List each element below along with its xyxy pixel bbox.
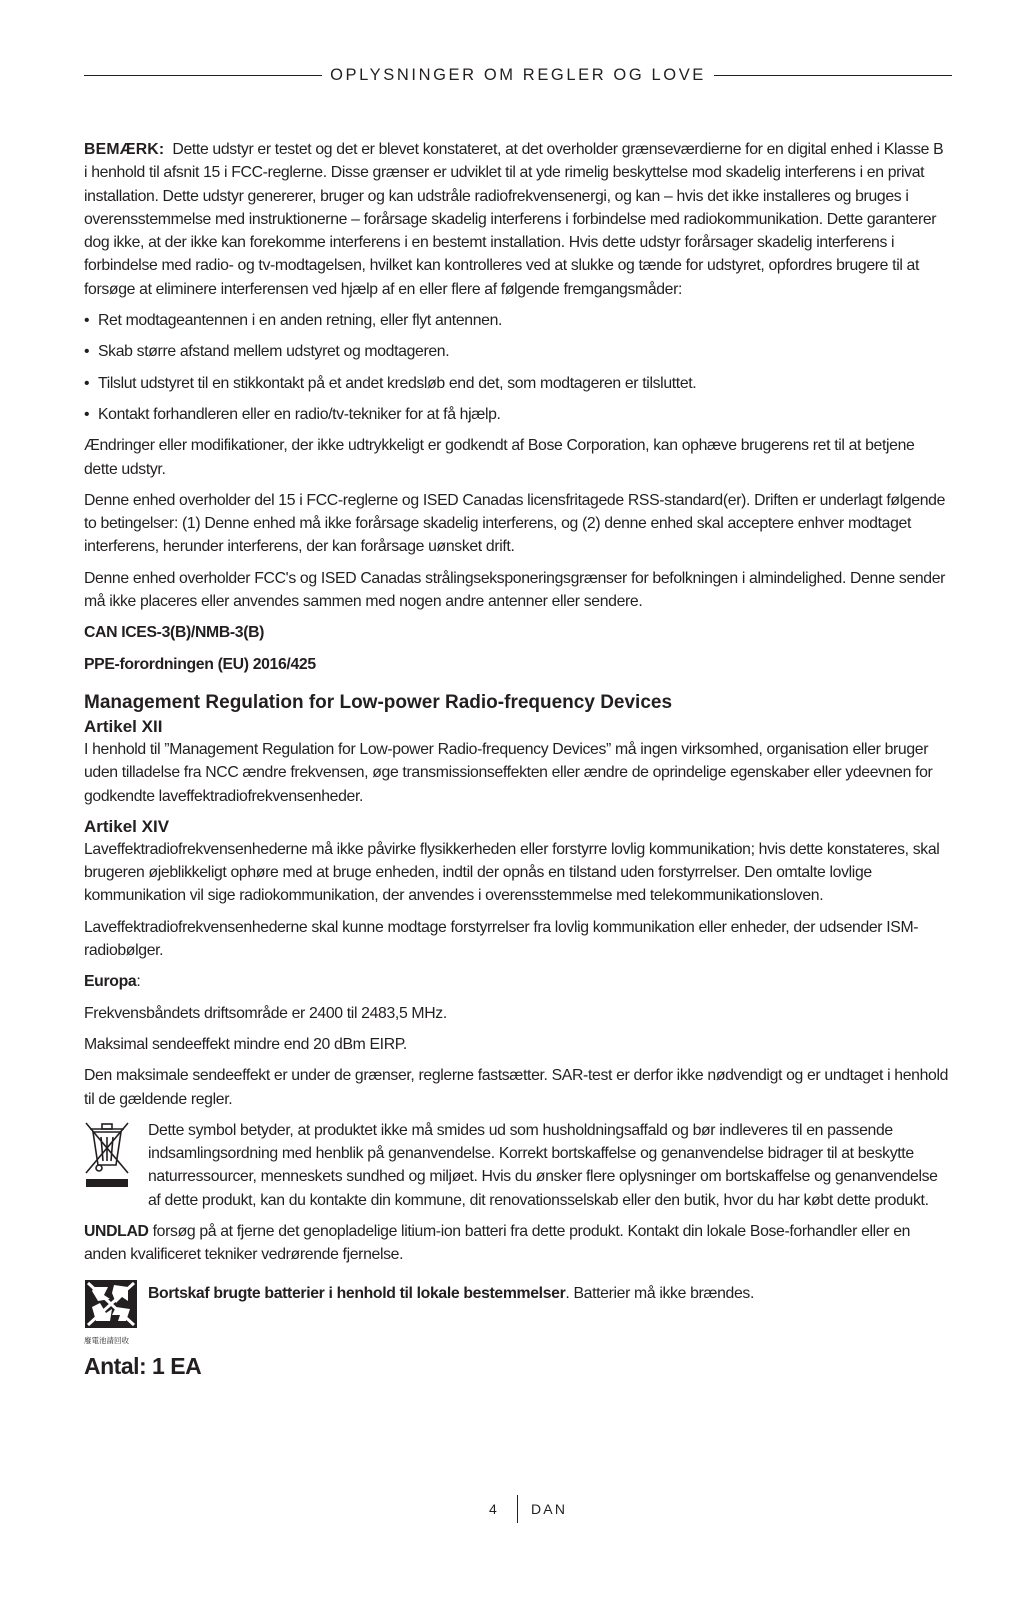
radiation-paragraph: Denne enhed overholder FCC's og ISED Canadas strålingseksponeringsgrænser for befolkningen i almindelighed. Denne sender må ikke placeres eller anvendes sammen med nogen andre antenner eller sendere. <box>84 569 946 611</box>
management-heading: Management Regulation for Low-power Radio-frequency Devices <box>84 691 673 713</box>
bullet-list <box>84 309 950 426</box>
disposal-bold: Bortskaf brugte batterier i henhold til lokale bestemmelser <box>148 1284 566 1302</box>
note-text: Dette udstyr er testet og det er blevet konstateret, at det overholder grænseværdierne for en digital enhed i Klasse B i henhold til afsnit 15 i FCC-reglerne. Disse grænser er udviklet til at yde rimelig beskyttelse mod skadelig interferens i en privat installation. Dette udstyr genererer, bruger og kan udstråle radiofrekvensenergi, og kan – hvis det ikke installeres og bruges i overensstemmelse med instruktionerne – forårsage skadelig interferens i forbindelse med radiokommunikation. Dette garanterer dog ikke, at der ikke kan forekomme interferens i en bestemt installation. Hvis dette udstyr forårsager skadelig interferens i forbindelse med radio- og tv-modtagelsen, hvilket kan kontrolleres ved at slukke og tænde for udstyret, opfordres brugere til at forsøge at eliminere interferensen ved hjælp af en eller flere af følgende fremgangsmåder: <box>84 141 944 298</box>
ppe-line: PPE-forordningen (EU) 2016/425 <box>84 655 316 673</box>
article12-title: Artikel XII <box>84 716 163 736</box>
header-rule-left <box>84 75 322 76</box>
europe-freq: Frekvensbåndets driftsområde er 2400 til 2483,5 MHz. <box>84 1004 447 1022</box>
europe-label-line <box>84 970 950 993</box>
battery-paragraph <box>84 1220 950 1267</box>
battery-recycle-icon <box>84 1279 148 1336</box>
language-code: DAN <box>531 1501 568 1517</box>
disposal-row <box>84 1279 950 1345</box>
page-header <box>84 63 952 87</box>
footer-divider <box>517 1495 518 1523</box>
header-rule-right <box>714 75 952 76</box>
battery-recycle-caption: 廢電池請回收 <box>84 1335 129 1345</box>
note-label: BEMÆRK: <box>84 141 165 158</box>
disposal-rest: . Batterier må ikke brændes. <box>565 1284 755 1302</box>
battery-label: UNDLAD <box>84 1222 149 1240</box>
main-content <box>84 138 950 1378</box>
europe-power: Maksimal sendeeffekt mindre end 20 dBm EIRP. <box>84 1035 407 1053</box>
quantity: Antal: 1 EA <box>84 1352 202 1379</box>
can-ices-line: CAN ICES-3(B)/NMB-3(B) <box>84 624 265 642</box>
article12-text: I henhold til ”Management Regulation for Low-power Radio-frequency Devices” må ingen virksomhed, organisation eller bruger uden tilladelse fra NCC ændre frekvensen, øge transmissionseffekten eller ændre de oprindelige egenskaber eller ydeevnen for godkendte laveffektradiofrekvensenheder. <box>84 740 933 805</box>
battery-text: forsøg på at fjerne det genopladelige litium-ion batteri fra dette produkt. Kontakt din lokale Bose-forhandler eller en anden kvalificeret tekniker vedrørende fjernelse. <box>84 1222 911 1264</box>
list-item: • Kontakt forhandleren eller en radio/tv-tekniker for at få hjælp. <box>84 403 950 426</box>
list-item: • Skab større afstand mellem udstyret og modtageren. <box>84 340 950 363</box>
page-footer <box>0 1495 1036 1525</box>
article14-text2: Laveffektradiofrekvensenhederne skal kunne modtage forstyrrelser fra lovlig kommunikation eller enheder, der udsender ISM-radiobølger. <box>84 918 919 960</box>
page-number: 4 <box>489 1501 497 1517</box>
europe-label: Europa <box>84 973 137 991</box>
article14-text: Laveffektradiofrekvensenhederne må ikke påvirke flysikkerheden eller forstyrre lovlig kommunikation; hvis dette konstateres, skal brugeren øjeblikkeligt ophøre med at bruge enheden, indtil der opnås en tilstand uden forstyrrelser. Den omtalte lovlige kommunikation vil sige radiokommunikation, der anvendes i overensstemmelse med telekommunikationsloven. <box>84 840 940 905</box>
weee-text: Dette symbol betyder, at produktet ikke må smides ud som husholdningsaffald og bør indleveres til en passende indsamlingsordning med henblik på genanvendelse. Korrekt bortskaffelse og genanvendelse bidrager til at beskytte naturressourcer, menneskets sundhed og miljøet. Hvis du ønsker flere oplysninger om bortskaffelse og genanvendelse af dette produkt, kan du kontakte din kommune, dit renovationsselskab eller den butik, hvor du har købt dette produkt. <box>148 1121 938 1209</box>
article14-title: Artikel XIV <box>84 816 170 836</box>
disposal-text <box>148 1279 950 1305</box>
crossed-bin-icon <box>84 1119 148 1198</box>
fcc15-paragraph: Denne enhed overholder del 15 i FCC-reglerne og ISED Canadas licensfritagede RSS-standard(er). Driften er underlagt følgende to betingelser: (1) Denne enhed må ikke forårsage skadelig interferens, og (2) denne enhed skal acceptere enhver modtaget interferens, herunder interferens, der kan forårsage uønsket drift. <box>84 491 946 556</box>
changes-paragraph: Ændringer eller modifikationer, der ikke udtrykkeligt er godkendt af Bose Corporation, kan ophæve brugerens ret til at betjene dette udstyr. <box>84 437 915 478</box>
list-item: • Ret modtageantennen i en anden retning, eller flyt antennen. <box>84 309 950 332</box>
europe-sar: Den maksimale sendeeffekt er under de grænser, reglerne fastsætter. SAR-test er derfor ikke nødvendigt og er undtaget i henhold til de gældende regler. <box>84 1067 949 1108</box>
europe-colon: : <box>136 973 141 991</box>
weee-row <box>84 1119 950 1212</box>
header-title: OPLYSNINGER OM REGLER OG LOVE <box>330 65 706 84</box>
list-item: • Tilslut udstyret til en stikkontakt på et andet kredsløb end det, som modtageren er tilsluttet. <box>84 372 950 395</box>
note-paragraph <box>84 138 950 301</box>
